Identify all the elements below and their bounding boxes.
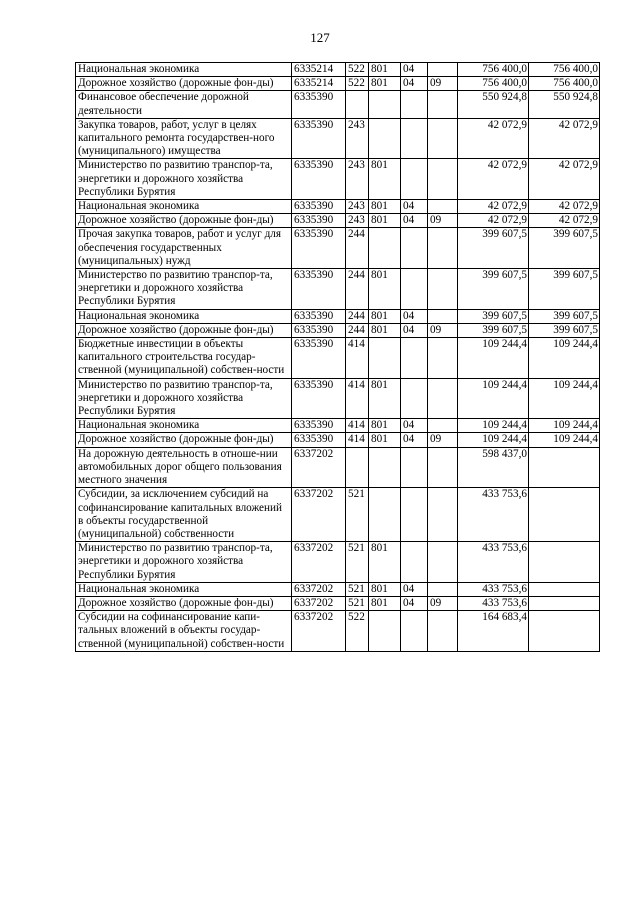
amount-cell-2: 109 244,4: [529, 419, 600, 433]
table-row: [76, 419, 600, 433]
ministry-code-cell: 801: [369, 323, 401, 337]
subsection-cell: 09: [428, 77, 458, 91]
page-number: 127: [310, 30, 330, 45]
amount-cell-1: 756 400,0: [458, 63, 529, 77]
target-article-cell: 6335390: [292, 378, 346, 419]
expense-type-cell: 521: [346, 582, 369, 596]
table-row: [76, 447, 600, 488]
amount-cell-1: 109 244,4: [458, 378, 529, 419]
amount-cell-2: [529, 488, 600, 542]
table-row: [76, 323, 600, 337]
amount-cell-2: 399 607,5: [529, 323, 600, 337]
target-article-cell: 6335390: [292, 200, 346, 214]
amount-cell-2: [529, 582, 600, 596]
amount-cell-1: 42 072,9: [458, 159, 529, 200]
row-name-cell: Субсидии на софинансирование капи-тальных вложений в объекты государ-ственной (муниципальной) собствен-ности: [76, 611, 292, 652]
ministry-code-cell: 801: [369, 214, 401, 228]
ministry-code-cell: [369, 118, 401, 159]
target-article-cell: 6337202: [292, 611, 346, 652]
table-row: [76, 118, 600, 159]
ministry-code-cell: 801: [369, 433, 401, 447]
amount-cell-2: 109 244,4: [529, 433, 600, 447]
row-name-cell: Министерство по развитию транспор-та, энергетики и дорожного хозяйства Республики Бурятия: [76, 269, 292, 310]
target-article-cell: 6335390: [292, 269, 346, 310]
amount-cell-1: 109 244,4: [458, 338, 529, 379]
amount-cell-2: 42 072,9: [529, 200, 600, 214]
section-cell: [401, 159, 428, 200]
ministry-code-cell: [369, 338, 401, 379]
expense-type-cell: 522: [346, 77, 369, 91]
section-cell: [401, 338, 428, 379]
ministry-code-cell: 801: [369, 596, 401, 610]
section-cell: [401, 269, 428, 310]
section-cell: [401, 118, 428, 159]
table-row: [76, 228, 600, 269]
amount-cell-2: [529, 542, 600, 583]
target-article-cell: 6335390: [292, 338, 346, 379]
amount-cell-1: 109 244,4: [458, 419, 529, 433]
row-name-cell: Дорожное хозяйство (дорожные фон-ды): [76, 77, 292, 91]
section-cell: 04: [401, 582, 428, 596]
amount-cell-1: 598 437,0: [458, 447, 529, 488]
row-name-cell: На дорожную деятельность в отноше-нии автомобильных дорог общего пользования местного значения: [76, 447, 292, 488]
amount-cell-1: 109 244,4: [458, 433, 529, 447]
subsection-cell: [428, 63, 458, 77]
subsection-cell: [428, 378, 458, 419]
section-cell: [401, 488, 428, 542]
row-name-cell: Дорожное хозяйство (дорожные фон-ды): [76, 433, 292, 447]
section-cell: [401, 228, 428, 269]
amount-cell-2: 756 400,0: [529, 63, 600, 77]
amount-cell-2: 550 924,8: [529, 91, 600, 118]
amount-cell-1: 399 607,5: [458, 309, 529, 323]
ministry-code-cell: 801: [369, 309, 401, 323]
amount-cell-2: [529, 596, 600, 610]
ministry-code-cell: [369, 91, 401, 118]
table-row: [76, 91, 600, 118]
expense-type-cell: 244: [346, 269, 369, 310]
section-cell: 04: [401, 63, 428, 77]
row-name-cell: Дорожное хозяйство (дорожные фон-ды): [76, 596, 292, 610]
section-cell: 04: [401, 309, 428, 323]
amount-cell-2: 399 607,5: [529, 309, 600, 323]
row-name-cell: Субсидии, за исключением субсидий на софинансирование капитальных вложений в объекты государственной (муниципальной) собственности: [76, 488, 292, 542]
section-cell: 04: [401, 433, 428, 447]
row-name-cell: Финансовое обеспечение дорожной деятельности: [76, 91, 292, 118]
row-name-cell: Министерство по развитию транспор-та, энергетики и дорожного хозяйства Республики Бурятия: [76, 378, 292, 419]
amount-cell-1: 433 753,6: [458, 488, 529, 542]
amount-cell-2: [529, 447, 600, 488]
expense-type-cell: 522: [346, 611, 369, 652]
target-article-cell: 6337202: [292, 447, 346, 488]
target-article-cell: 6335390: [292, 91, 346, 118]
amount-cell-1: 164 683,4: [458, 611, 529, 652]
section-cell: 04: [401, 200, 428, 214]
subsection-cell: [428, 338, 458, 379]
subsection-cell: [428, 159, 458, 200]
row-name-cell: Закупка товаров, работ, услуг в целях капитального ремонта государствен-ного (муниципального) имущества: [76, 118, 292, 159]
section-cell: [401, 378, 428, 419]
expense-type-cell: [346, 447, 369, 488]
amount-cell-2: 756 400,0: [529, 77, 600, 91]
amount-cell-2: 109 244,4: [529, 378, 600, 419]
subsection-cell: [428, 419, 458, 433]
subsection-cell: [428, 611, 458, 652]
table-row: [76, 582, 600, 596]
row-name-cell: Национальная экономика: [76, 582, 292, 596]
subsection-cell: [428, 447, 458, 488]
section-cell: 04: [401, 323, 428, 337]
table-row: [76, 77, 600, 91]
subsection-cell: [428, 582, 458, 596]
expense-type-cell: 521: [346, 542, 369, 583]
table-row: [76, 200, 600, 214]
row-name-cell: Прочая закупка товаров, работ и услуг для обеспечения государственных (муниципальных) нужд: [76, 228, 292, 269]
section-cell: [401, 91, 428, 118]
table-row: [76, 433, 600, 447]
table-row: [76, 159, 600, 200]
budget-table: [75, 62, 600, 652]
ministry-code-cell: 801: [369, 200, 401, 214]
amount-cell-2: [529, 611, 600, 652]
subsection-cell: 09: [428, 323, 458, 337]
expense-type-cell: 414: [346, 378, 369, 419]
subsection-cell: 09: [428, 596, 458, 610]
amount-cell-1: 399 607,5: [458, 228, 529, 269]
table-row: [76, 596, 600, 610]
table-body: [76, 63, 600, 652]
target-article-cell: 6335390: [292, 118, 346, 159]
table-row: [76, 542, 600, 583]
expense-type-cell: 243: [346, 200, 369, 214]
row-name-cell: Дорожное хозяйство (дорожные фон-ды): [76, 214, 292, 228]
expense-type-cell: 414: [346, 433, 369, 447]
table-row: [76, 611, 600, 652]
target-article-cell: 6335390: [292, 309, 346, 323]
target-article-cell: 6335390: [292, 419, 346, 433]
subsection-cell: [428, 118, 458, 159]
ministry-code-cell: [369, 611, 401, 652]
table-row: [76, 214, 600, 228]
amount-cell-2: 42 072,9: [529, 118, 600, 159]
subsection-cell: [428, 269, 458, 310]
amount-cell-2: 109 244,4: [529, 338, 600, 379]
row-name-cell: Министерство по развитию транспор-та, энергетики и дорожного хозяйства Республики Бурятия: [76, 542, 292, 583]
table-row: [76, 378, 600, 419]
amount-cell-1: 399 607,5: [458, 323, 529, 337]
amount-cell-1: 550 924,8: [458, 91, 529, 118]
table-row: [76, 488, 600, 542]
expense-type-cell: 522: [346, 63, 369, 77]
row-name-cell: Министерство по развитию транспор-та, энергетики и дорожного хозяйства Республики Бурятия: [76, 159, 292, 200]
target-article-cell: 6335390: [292, 159, 346, 200]
amount-cell-2: 399 607,5: [529, 269, 600, 310]
expense-type-cell: 243: [346, 118, 369, 159]
target-article-cell: 6337202: [292, 582, 346, 596]
expense-type-cell: 244: [346, 309, 369, 323]
amount-cell-1: 399 607,5: [458, 269, 529, 310]
amount-cell-2: 399 607,5: [529, 228, 600, 269]
ministry-code-cell: 801: [369, 269, 401, 310]
row-name-cell: Национальная экономика: [76, 63, 292, 77]
expense-type-cell: 414: [346, 338, 369, 379]
expense-type-cell: 243: [346, 159, 369, 200]
expense-type-cell: 521: [346, 596, 369, 610]
row-name-cell: Бюджетные инвестиции в объекты капитального строительства государ-ственной (муниципальной) собствен-ности: [76, 338, 292, 379]
row-name-cell: Дорожное хозяйство (дорожные фон-ды): [76, 323, 292, 337]
table-row: [76, 269, 600, 310]
expense-type-cell: 243: [346, 214, 369, 228]
row-name-cell: Национальная экономика: [76, 309, 292, 323]
target-article-cell: 6335390: [292, 228, 346, 269]
target-article-cell: 6337202: [292, 542, 346, 583]
section-cell: [401, 542, 428, 583]
amount-cell-1: 42 072,9: [458, 200, 529, 214]
ministry-code-cell: 801: [369, 159, 401, 200]
ministry-code-cell: [369, 228, 401, 269]
subsection-cell: [428, 228, 458, 269]
expense-type-cell: 244: [346, 323, 369, 337]
section-cell: 04: [401, 419, 428, 433]
expense-type-cell: 244: [346, 228, 369, 269]
table-row: [76, 338, 600, 379]
ministry-code-cell: 801: [369, 378, 401, 419]
table-row: [76, 309, 600, 323]
subsection-cell: [428, 488, 458, 542]
target-article-cell: 6335390: [292, 323, 346, 337]
amount-cell-1: 42 072,9: [458, 214, 529, 228]
amount-cell-1: 42 072,9: [458, 118, 529, 159]
amount-cell-1: 756 400,0: [458, 77, 529, 91]
subsection-cell: [428, 200, 458, 214]
ministry-code-cell: 801: [369, 77, 401, 91]
table-row: [76, 63, 600, 77]
ministry-code-cell: 801: [369, 582, 401, 596]
target-article-cell: 6335390: [292, 433, 346, 447]
section-cell: [401, 611, 428, 652]
expense-type-cell: [346, 91, 369, 118]
subsection-cell: [428, 309, 458, 323]
ministry-code-cell: 801: [369, 419, 401, 433]
ministry-code-cell: 801: [369, 542, 401, 583]
row-name-cell: Национальная экономика: [76, 200, 292, 214]
amount-cell-1: 433 753,6: [458, 596, 529, 610]
target-article-cell: 6335214: [292, 77, 346, 91]
ministry-code-cell: [369, 447, 401, 488]
amount-cell-2: 42 072,9: [529, 159, 600, 200]
section-cell: 04: [401, 596, 428, 610]
expense-type-cell: 414: [346, 419, 369, 433]
amount-cell-2: 42 072,9: [529, 214, 600, 228]
row-name-cell: Национальная экономика: [76, 419, 292, 433]
ministry-code-cell: [369, 488, 401, 542]
target-article-cell: 6337202: [292, 488, 346, 542]
ministry-code-cell: 801: [369, 63, 401, 77]
target-article-cell: 6335390: [292, 214, 346, 228]
amount-cell-1: 433 753,6: [458, 582, 529, 596]
section-cell: 04: [401, 214, 428, 228]
subsection-cell: [428, 91, 458, 118]
subsection-cell: 09: [428, 214, 458, 228]
section-cell: 04: [401, 77, 428, 91]
target-article-cell: 6337202: [292, 596, 346, 610]
subsection-cell: 09: [428, 433, 458, 447]
expense-type-cell: 521: [346, 488, 369, 542]
section-cell: [401, 447, 428, 488]
target-article-cell: 6335214: [292, 63, 346, 77]
amount-cell-1: 433 753,6: [458, 542, 529, 583]
subsection-cell: [428, 542, 458, 583]
